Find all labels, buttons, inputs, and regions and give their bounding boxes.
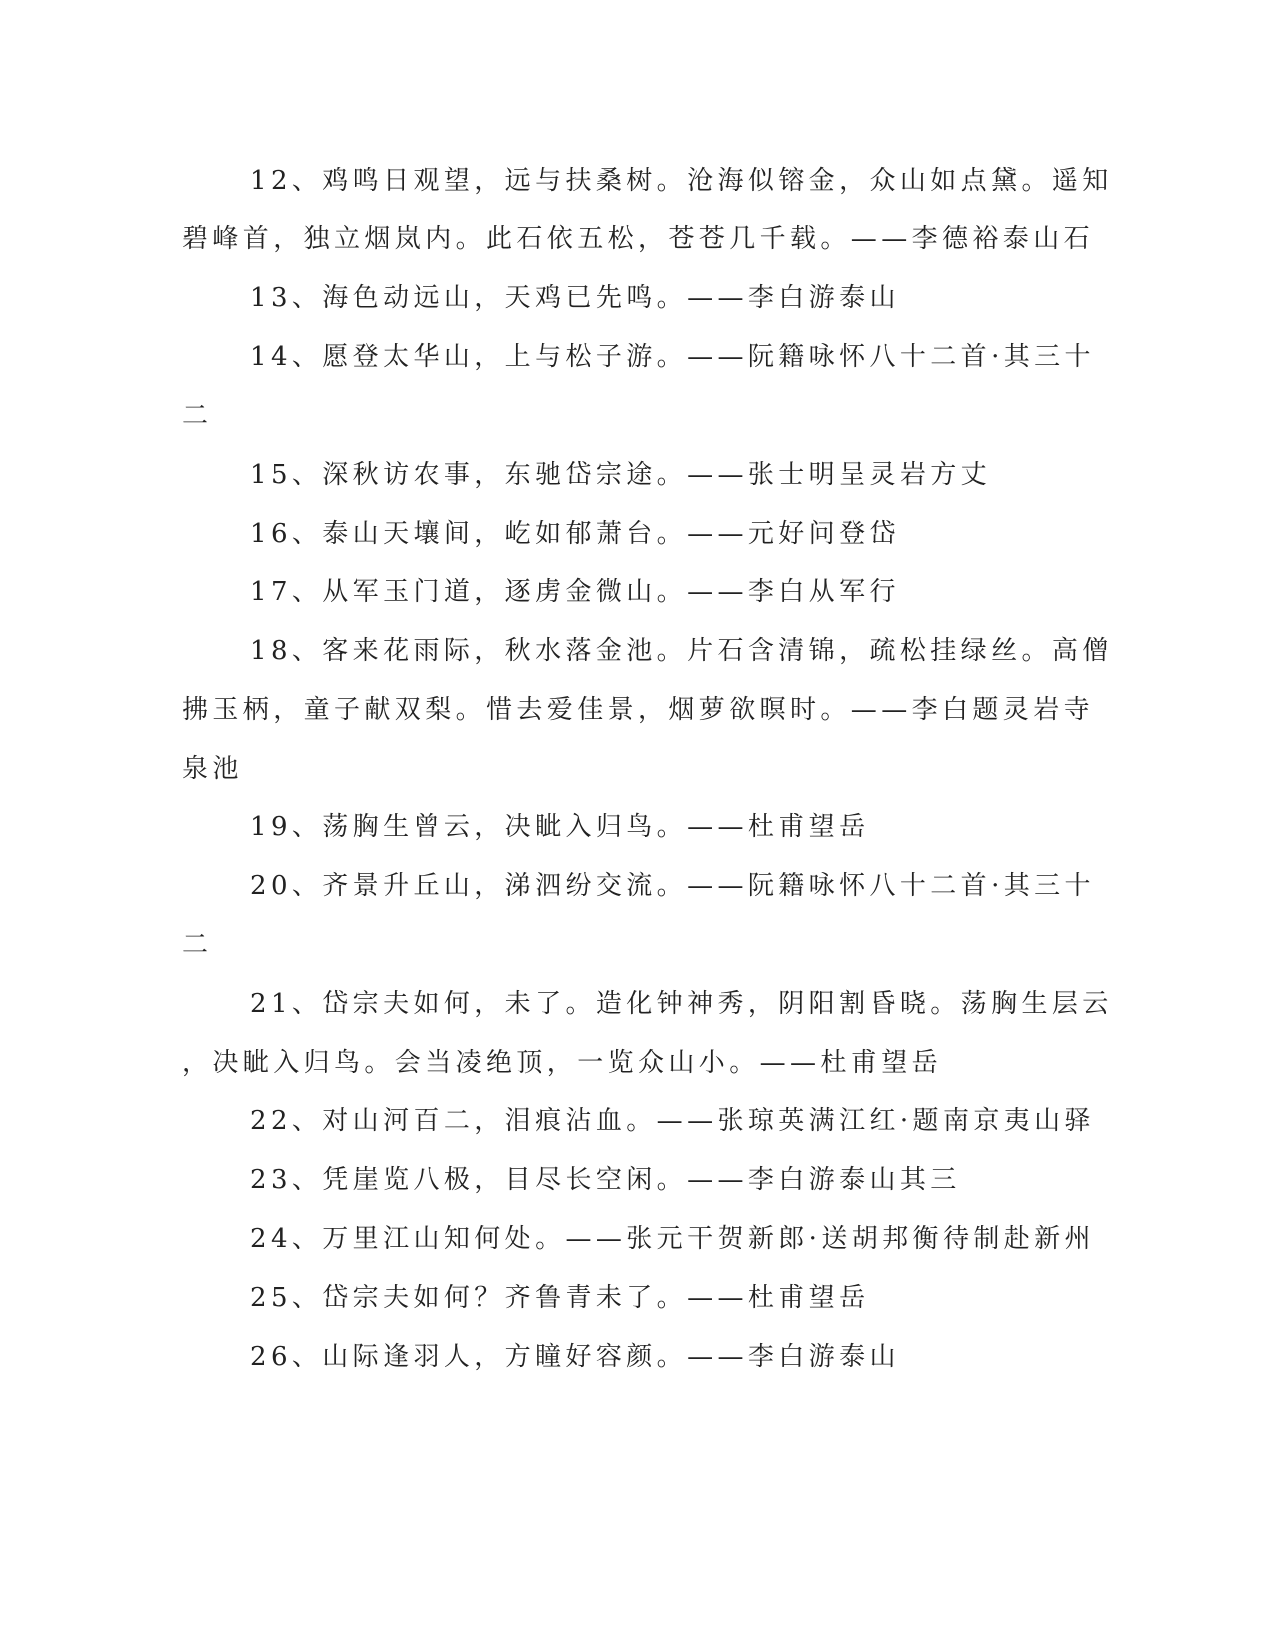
poem-line-20-part2: 二 [182,930,213,960]
poem-line-14-part2: 二 [182,401,213,431]
poem-line-15: 15、深秋访农事，东驰岱宗途。——张士明呈灵岩方丈 [250,460,992,490]
poem-line-18-part2: 拂玉柄，童子献双梨。惜去爱佳景，烟萝欲暝时。——李白题灵岩寺 [182,695,1095,725]
poem-line-21-part1: 21、岱宗夫如何，未了。造化钟神秀，阴阳割昏晓。荡胸生层云 [250,989,1113,1019]
poem-line-16: 16、泰山天壤间，屹如郁萧台。——元好问登岱 [250,519,900,549]
poem-line-21-part2: ，决眦入归鸟。会当凌绝顶，一览众山小。——杜甫望岳 [182,1048,943,1078]
poem-line-23: 23、凭崖览八极，目尽长空闲。——李白游泰山其三 [250,1165,961,1195]
poem-line-19: 19、荡胸生曾云，决眦入归鸟。——杜甫望岳 [250,812,870,842]
poem-line-18-part1: 18、客来花雨际，秋水落金池。片石含清锦，疏松挂绿丝。高僧 [250,636,1113,666]
poem-line-13: 13、海色动远山，天鸡已先鸣。——李白游泰山 [250,283,900,313]
poem-line-25: 25、岱宗夫如何？齐鲁青未了。——杜甫望岳 [250,1283,870,1313]
poem-line-17: 17、从军玉门道，逐虏金微山。——李白从军行 [250,577,900,607]
poem-line-24: 24、万里江山知何处。——张元干贺新郎·送胡邦衡待制赴新州 [250,1224,1095,1254]
poem-line-12-part2: 碧峰首，独立烟岚内。此石依五松，苍苍几千载。——李德裕泰山石 [182,224,1095,254]
poem-line-12-part1: 12、鸡鸣日观望，远与扶桑树。沧海似镕金，众山如点黛。遥知 [250,166,1113,196]
poem-line-22: 22、对山河百二，泪痕沾血。——张琼英满江红·题南京夷山驿 [250,1106,1095,1136]
poem-line-20-part1: 20、齐景升丘山，涕泗纷交流。——阮籍咏怀八十二首·其三十 [250,871,1095,901]
poem-line-18-part3: 泉池 [182,754,243,784]
poem-line-26: 26、山际逢羽人，方瞳好容颜。——李白游泰山 [250,1342,900,1372]
poem-line-14-part1: 14、愿登太华山，上与松子游。——阮籍咏怀八十二首·其三十 [250,342,1095,372]
